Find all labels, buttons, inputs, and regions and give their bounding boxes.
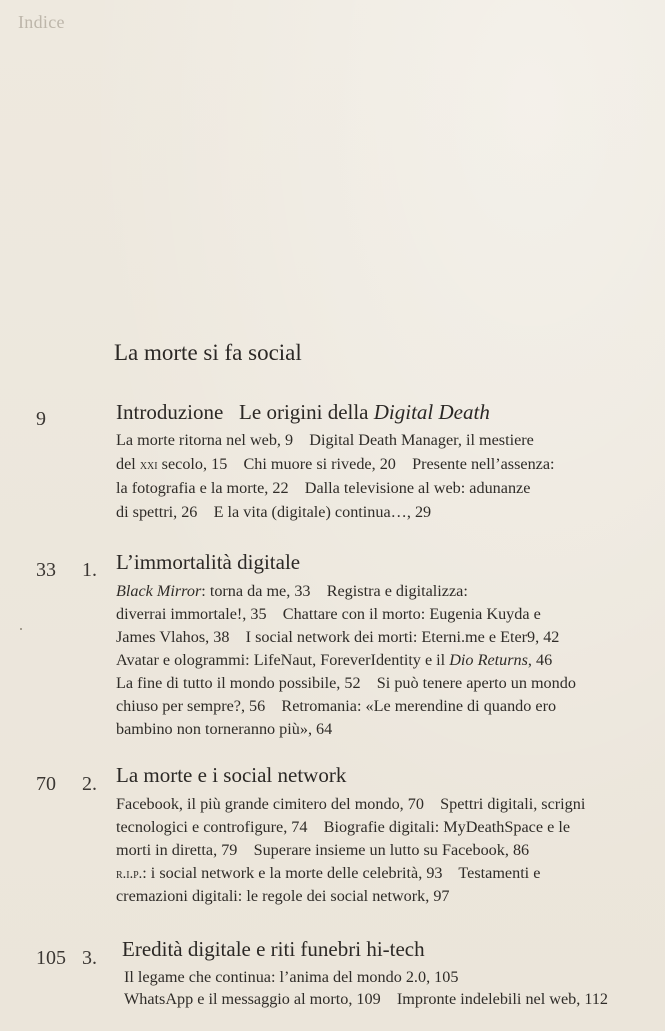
entry-subsection-line: r.i.p.: i social network e la morte delle celebrità, 93 Testamenti e <box>116 864 541 882</box>
entry-title: L’immortalità digitale <box>116 550 301 574</box>
show-through-text <box>490 183 494 203</box>
entry-page-number: 9 <box>36 408 46 430</box>
entry-page-number: 105 <box>36 947 66 969</box>
paper-speck <box>20 628 22 630</box>
entry-subsection-line: morti in diretta, 79 Superare insieme un lutto su Facebook, 86 <box>116 841 530 859</box>
entry-subsection-line: Facebook, il più grande cimitero del mondo, 70 Spettri digitali, scrigni <box>116 795 586 813</box>
entry-subsection-line: cremazioni digitali: le regole dei social network, 97 <box>116 887 450 905</box>
entry-subsection-line: chiuso per sempre?, 56 Retromania: «Le merendine di quando ero <box>116 697 557 715</box>
entry-chapter-number: 3. <box>82 947 97 969</box>
entry-subsection-line: Il legame che continua: l’anima del mondo 2.0, 105 <box>124 968 459 986</box>
entry-page-number: 33 <box>36 559 56 581</box>
entry-chapter-number: 1. <box>82 559 97 581</box>
show-through-text <box>445 76 449 96</box>
entry-subsection-line: La morte ritorna nel web, 9 Digital Death Manager, il mestiere <box>116 431 534 449</box>
entry-title: Introduzione Le origini della Digital Death <box>116 400 490 424</box>
entry-subsection-line: tecnologici e controfigure, 74 Biografie digitali: MyDeathSpace e le <box>116 818 571 836</box>
entry-subsection-line: James Vlahos, 38 I social network dei morti: Eterni.me e Eter9, 42 <box>116 628 560 646</box>
entry-chapter-number: 2. <box>82 773 97 795</box>
entry-subsection-line: la fotografia e la morte, 22 Dalla televisione al web: adunanze <box>116 479 531 497</box>
entry-subsection-line: diverrai immortale!, 35 Chattare con il morto: Eugenia Kuyda e <box>116 605 541 623</box>
entry-subsection-line: del xxi secolo, 15 Chi muore si rivede, 20 Presente nell’assenza: <box>116 455 555 473</box>
entry-subsection-line: WhatsApp e il messaggio al morto, 109 Impronte indelebili nel web, 112 <box>124 990 609 1008</box>
show-through-text <box>470 236 474 256</box>
book-title: La morte si fa social <box>114 340 302 365</box>
entry-subsection-line: Avatar e ologrammi: LifeNaut, ForeverIdentity e il Dio Returns, 46 <box>116 651 553 669</box>
entry-title: Eredità digitale e riti funebri hi-tech <box>122 937 425 961</box>
show-through-text <box>420 128 424 148</box>
show-through-text <box>520 2 524 22</box>
running-head: Indice <box>18 12 65 32</box>
entry-page-number: 70 <box>36 773 56 795</box>
entry-subsection-line: La fine di tutto il mondo possibile, 52 Si può tenere aperto un mondo <box>116 674 576 692</box>
entry-subsection-line: di spettri, 26 E la vita (digitale) continua…, 29 <box>116 503 432 521</box>
entry-subsection-line: bambino non torneranno più», 64 <box>116 720 333 738</box>
entry-title: La morte e i social network <box>116 763 347 787</box>
entry-subsection-line: Black Mirror: torna da me, 33 Registra e digitalizza: <box>116 582 468 600</box>
